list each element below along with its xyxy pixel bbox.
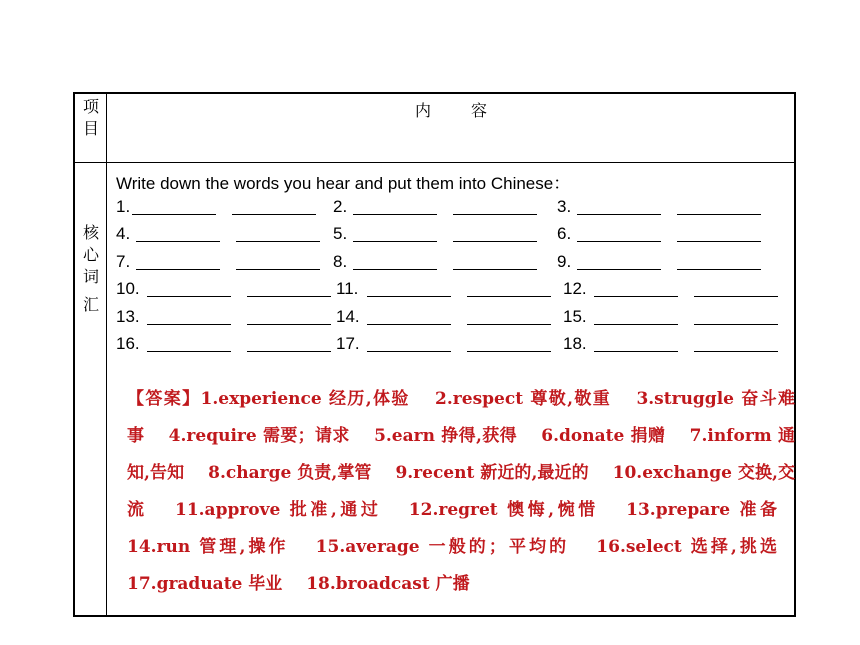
item-number: 9. (557, 252, 572, 271)
item-number: 7. (116, 252, 131, 271)
answer-blank[interactable] (236, 269, 320, 270)
answer-item: 8.charge 负责,掌管 (208, 463, 372, 483)
answer-tag: 【答案】 (127, 389, 201, 409)
answer-blank[interactable] (232, 214, 316, 215)
answer-blank[interactable] (677, 269, 761, 270)
answer-blank[interactable] (577, 241, 661, 242)
answer-item: 18.broadcast 广播 (306, 574, 470, 594)
answer-blank[interactable] (353, 214, 437, 215)
answer-item: 14.run 管理,操作 (127, 537, 289, 557)
answer-item: 7.inform 通知,告知 (127, 426, 796, 483)
column-divider (106, 94, 107, 615)
side-label-char: 词 (82, 267, 99, 286)
item-number: 6. (557, 224, 572, 243)
item-number: 16. (116, 334, 140, 353)
answer-blank[interactable] (353, 241, 437, 242)
side-label-char: 汇 (82, 295, 99, 314)
answer-blank[interactable] (353, 269, 437, 270)
blank-row (116, 279, 792, 301)
answer-blank[interactable] (694, 351, 778, 352)
item-number: 8. (333, 252, 348, 271)
answer-blank[interactable] (594, 324, 678, 325)
answer-blank[interactable] (577, 269, 661, 270)
answer-item: 1.experience 经历,体验 (200, 389, 410, 409)
answer-blank[interactable] (577, 214, 661, 215)
header-item-char: 目 (82, 119, 99, 138)
header-content-label: 内容 (415, 101, 528, 120)
answer-blank[interactable] (467, 351, 551, 352)
answer-blank[interactable] (453, 241, 537, 242)
answer-blank[interactable] (236, 241, 320, 242)
vocabulary-table (73, 92, 796, 617)
answer-item: 6.donate 捐赠 (541, 426, 666, 446)
item-number: 17. (336, 334, 360, 353)
item-number: 11. (336, 279, 359, 298)
item-number: 15. (563, 307, 587, 326)
blank-row (116, 307, 792, 329)
item-number: 10. (116, 279, 140, 298)
answer-blank[interactable] (594, 351, 678, 352)
side-label-char: 核 (82, 223, 99, 242)
answer-blank[interactable] (132, 214, 216, 215)
header-divider (75, 162, 794, 163)
item-number: 12. (563, 279, 587, 298)
answer-blank[interactable] (677, 214, 761, 215)
answer-blank[interactable] (247, 351, 331, 352)
side-label-core-vocabulary (79, 222, 103, 316)
item-number: 14. (336, 307, 360, 326)
header-item-char: 项 (82, 97, 99, 116)
answer-blank[interactable] (136, 241, 220, 242)
blank-row (116, 224, 792, 246)
answer-item: 2.respect 尊敬,敬重 (435, 389, 612, 409)
answer-blank[interactable] (594, 296, 678, 297)
answer-blank[interactable] (247, 324, 331, 325)
answer-item: 17.graduate 毕业 (127, 574, 283, 594)
blank-row (116, 334, 792, 356)
answer-item: 10.exchange 交换,交流 (127, 463, 796, 520)
answer-blank[interactable] (136, 269, 220, 270)
item-number: 18. (563, 334, 587, 353)
answer-blank[interactable] (147, 296, 231, 297)
header-item-label (79, 96, 103, 140)
item-number: 4. (116, 224, 131, 243)
item-number: 3. (557, 197, 572, 216)
blank-row (116, 252, 792, 274)
answer-blank[interactable] (694, 296, 778, 297)
answer-items (127, 389, 795, 594)
answer-blank[interactable] (247, 296, 331, 297)
answer-blank[interactable] (467, 296, 551, 297)
answer-blank[interactable] (453, 269, 537, 270)
answer-blank[interactable] (453, 214, 537, 215)
answer-blank[interactable] (677, 241, 761, 242)
answer-blank[interactable] (147, 324, 231, 325)
answer-blank[interactable] (367, 324, 451, 325)
answer-blank[interactable] (147, 351, 231, 352)
instruction-text: Write down the words you hear and put them into Chinese： (116, 174, 571, 193)
answer-blank[interactable] (367, 351, 451, 352)
answer-item: 13.prepare 准备 (626, 500, 778, 520)
item-number: 2. (333, 197, 348, 216)
side-label-char: 心 (82, 245, 99, 264)
item-number: 13. (116, 307, 140, 326)
answer-item: 16.select 选择,挑选 (596, 537, 778, 557)
answer-blank[interactable] (694, 324, 778, 325)
answer-item: 3.struggle 奋斗难事 (127, 389, 796, 446)
answer-item: 5.earn 挣得,获得 (374, 426, 517, 446)
answer-item: 12.regret 懊悔,惋惜 (408, 500, 599, 520)
answer-blank[interactable] (367, 296, 451, 297)
answer-item: 15.average 一般的；平均的 (315, 537, 570, 557)
answer-item: 9.recent 新近的,最近的 (395, 463, 589, 483)
item-number: 5. (333, 224, 348, 243)
item-number: 1. (116, 197, 131, 216)
answer-item: 11.approve 批准,通过 (174, 500, 382, 520)
answer-blank[interactable] (467, 324, 551, 325)
blank-row (116, 197, 792, 219)
answer-block (127, 381, 795, 603)
answer-item: 4.require 需要；请求 (168, 426, 350, 446)
